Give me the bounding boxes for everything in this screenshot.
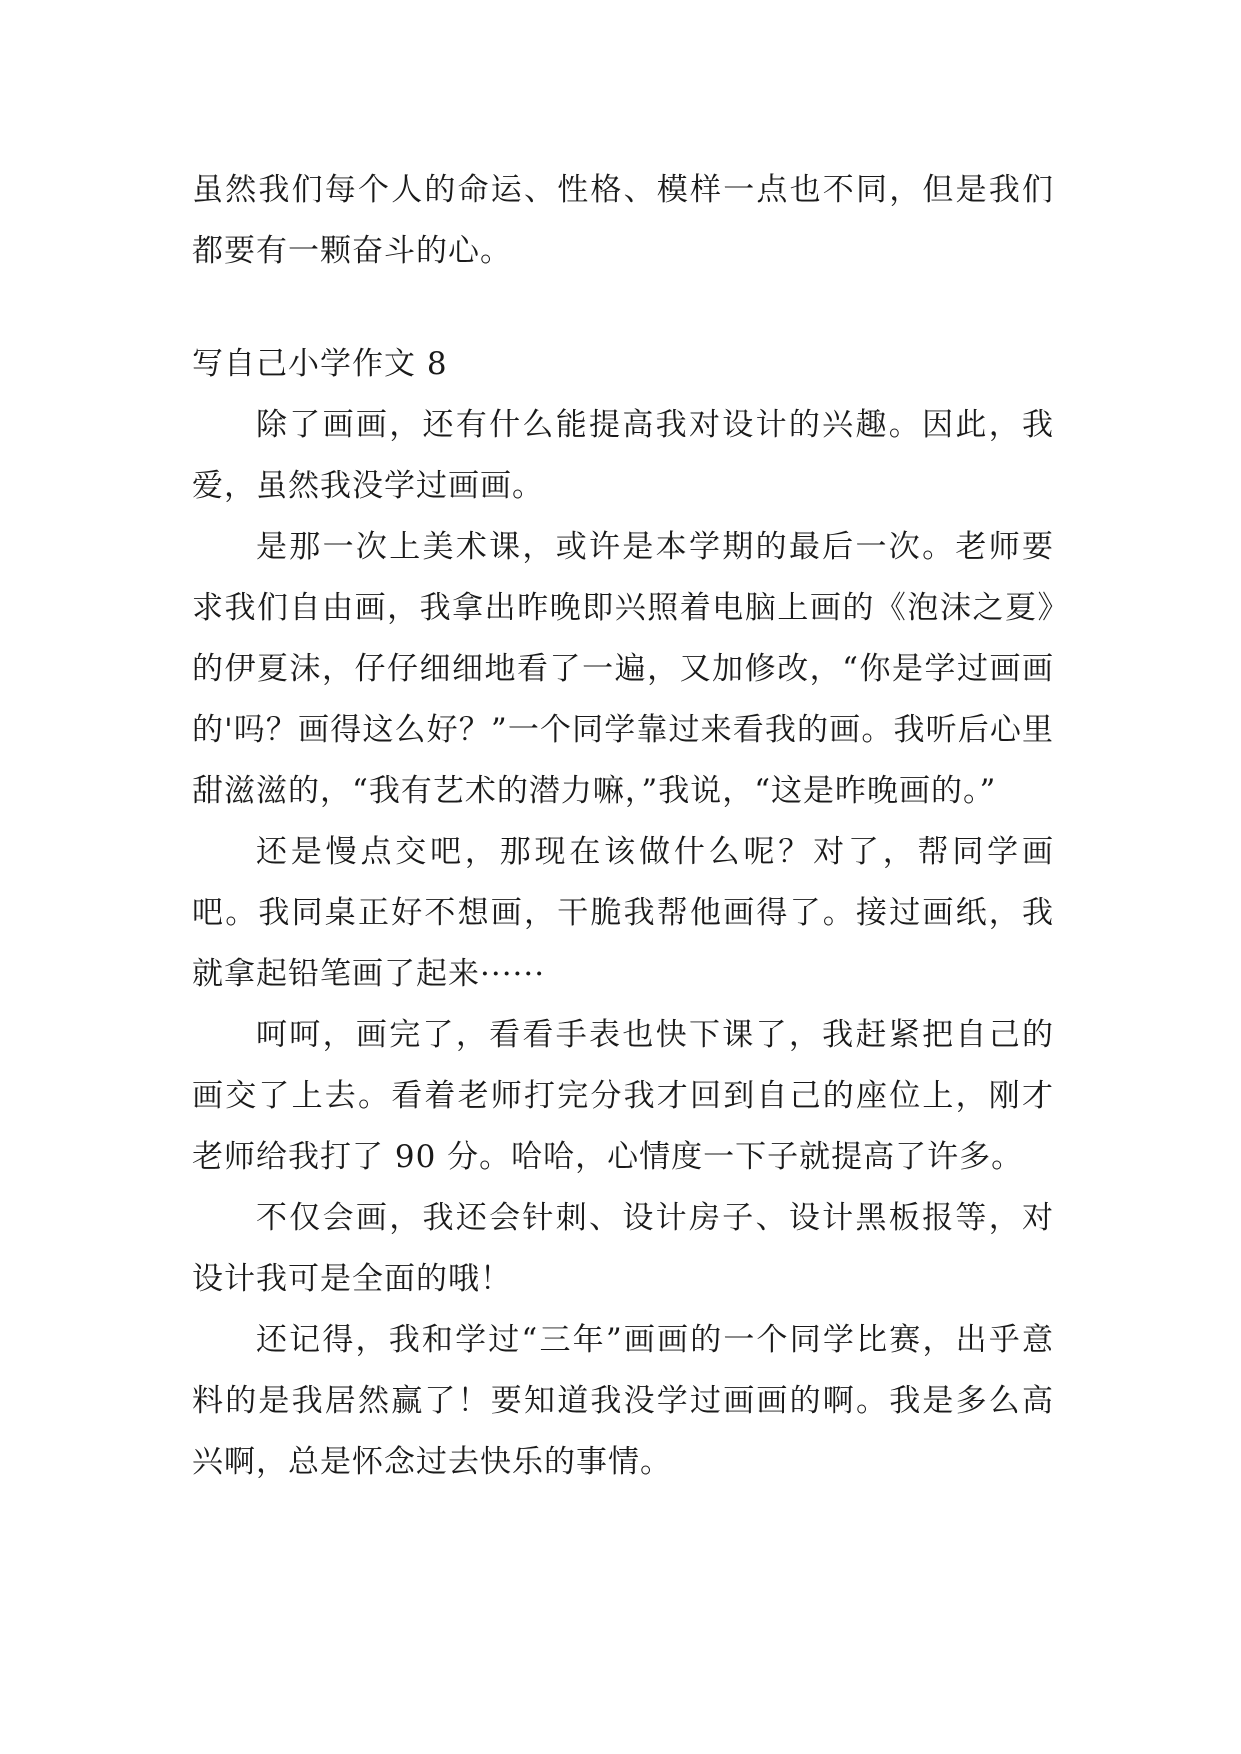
intro-paragraph: 虽然我们每个人的命运、性格、模样一点也不同，但是我们都要有一颗奋斗的心。 [192,172,1054,269]
body-paragraph: 还是慢点交吧，那现在该做什么呢？对了，帮同学画吧。我同桌正好不想画，干脆我帮他画得了。接过画纸，我就拿起铅笔画了起来······ [192,834,1054,992]
body-paragraph: 呵呵，画完了，看看手表也快下课了，我赶紧把自己的画交了上去。看着老师打完分我才回到自己的座位上，刚才老师给我打了 90 分。哈哈，心情度一下子就提高了许多。 [192,1017,1054,1175]
body-paragraph: 是那一次上美术课，或许是本学期的最后一次。老师要求我们自由画，我拿出昨晚即兴照着电脑上画的《泡沫之夏》的伊夏沫，仔仔细细地看了一遍，又加修改，“你是学过画画的'吗？画得这么好？”一个同学靠过来看我的画。我听后心里甜滋滋的，“我有艺术的潜力嘛，”我说，“这是昨晚画的。” [192,529,1054,809]
section-title: 写自己小学作文 8 [192,346,448,382]
body-paragraph: 不仅会画，我还会针刺、设计房子、设计黑板报等，对设计我可是全面的哦！ [192,1200,1054,1297]
document-body [192,160,1054,1493]
body-paragraph: 还记得，我和学过“三年”画画的一个同学比赛，出乎意料的是我居然赢了！要知道我没学过画画的啊。我是多么高兴啊，总是怀念过去快乐的事情。 [192,1322,1054,1480]
body-paragraph: 除了画画，还有什么能提高我对设计的兴趣。因此，我爱，虽然我没学过画画。 [192,407,1054,504]
